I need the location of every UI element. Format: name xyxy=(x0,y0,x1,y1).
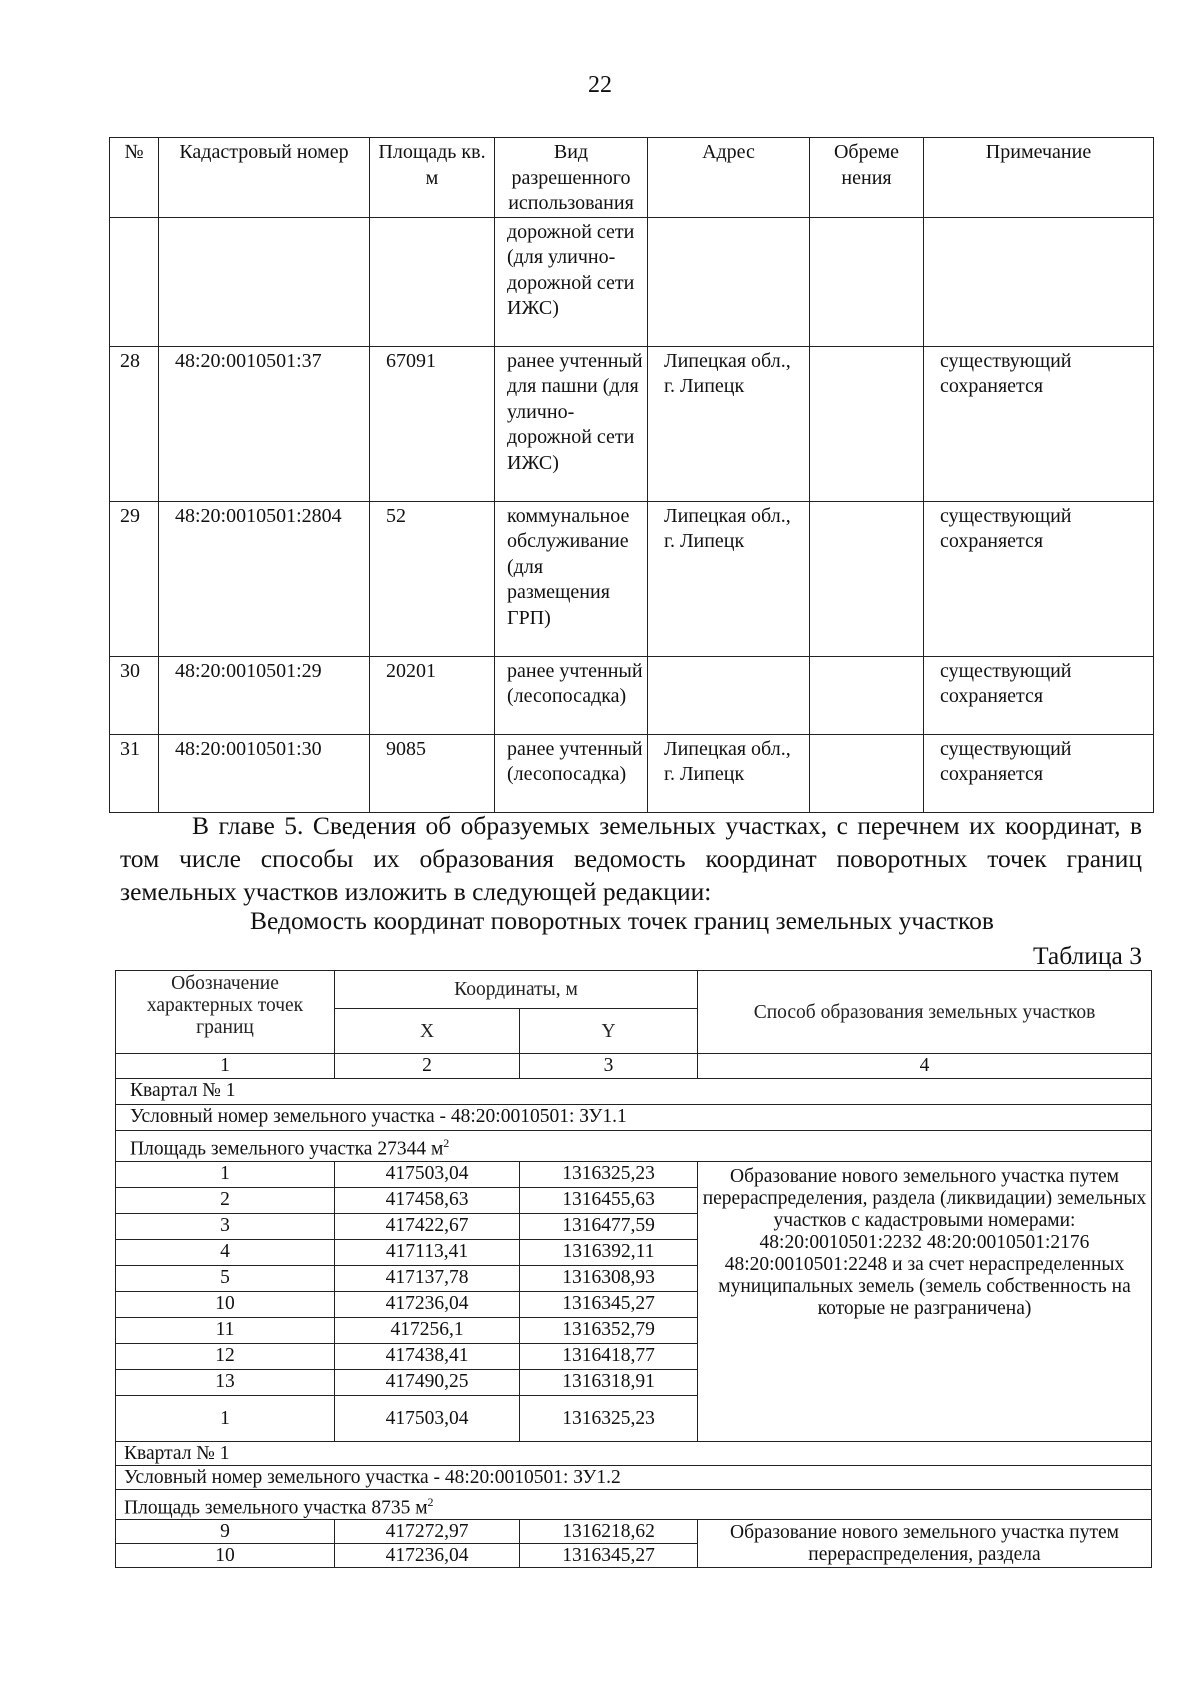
col-header-area: Площадь кв. м xyxy=(370,138,495,218)
cell-area: 67091 xyxy=(370,346,495,501)
cell-use: ранее учтенный (лесопосадка) xyxy=(495,734,648,812)
plot-number: Условный номер земельного участка - 48:20:0010501: ЗУ1.2 xyxy=(116,1465,1152,1489)
col-header-num: № xyxy=(110,138,159,218)
point-x: 417113,41 xyxy=(335,1239,520,1265)
cell-num: 31 xyxy=(110,734,159,812)
cell-cadastral: 48:20:0010501:30 xyxy=(159,734,370,812)
point-x: 417438,41 xyxy=(335,1343,520,1369)
point-x: 417490,25 xyxy=(335,1369,520,1395)
cell-address: Липецкая обл., г. Липецк xyxy=(648,346,810,501)
table-label: Таблица 3 xyxy=(1032,941,1142,970)
point-number: 9 xyxy=(116,1520,335,1544)
col-header-note: Примечание xyxy=(924,138,1154,218)
cell-num: 29 xyxy=(110,501,159,656)
cell-address xyxy=(648,217,810,346)
cell-num xyxy=(110,217,159,346)
point-number: 13 xyxy=(116,1369,335,1395)
formation-method: Образование нового земельного участка путем перераспределения, раздела xyxy=(698,1520,1152,1568)
col-header-encumbrance: Обреме нения xyxy=(810,138,924,218)
paragraph-text: В главе 5. Сведения об образуемых земельных участках, с перечнем их координат, в том числе способы их образования ведомость координат поворотных точек границ земельных участков изложить в следующей редакции: xyxy=(120,811,1142,906)
table-row xyxy=(110,217,1154,346)
point-number: 1 xyxy=(116,1395,335,1441)
col-number: 3 xyxy=(520,1054,698,1079)
cell-note: существующий сохраняется xyxy=(924,501,1154,656)
table-row xyxy=(116,1520,1152,1544)
point-number: 1 xyxy=(116,1161,335,1187)
cell-address: Липецкая обл., г. Липецк xyxy=(648,501,810,656)
point-number: 11 xyxy=(116,1317,335,1343)
quarter-label: Квартал № 1 xyxy=(116,1079,1152,1105)
point-x: 417503,04 xyxy=(335,1395,520,1441)
point-y: 1316345,27 xyxy=(520,1291,698,1317)
point-y: 1316325,23 xyxy=(520,1395,698,1441)
col-header-use: Вид разрешенного использования xyxy=(495,138,648,218)
point-y: 1316352,79 xyxy=(520,1317,698,1343)
column-numbers-row xyxy=(116,1054,1152,1079)
coordinates-table xyxy=(115,970,1152,1568)
col-header-cadastral: Кадастровый номер xyxy=(159,138,370,218)
cell-num: 28 xyxy=(110,346,159,501)
col-number: 2 xyxy=(335,1054,520,1079)
plot-area-sup: 2 xyxy=(443,1136,450,1150)
point-x: 417236,04 xyxy=(335,1291,520,1317)
header-x: X xyxy=(335,1009,520,1054)
point-x: 417458,63 xyxy=(335,1187,520,1213)
point-y: 1316418,77 xyxy=(520,1343,698,1369)
point-y: 1316392,11 xyxy=(520,1239,698,1265)
header-points: Обозначение характерных точек границ xyxy=(116,971,335,1054)
point-y: 1316345,27 xyxy=(520,1544,698,1568)
point-number: 5 xyxy=(116,1265,335,1291)
plot-area-text: Площадь земельного участка 27344 м xyxy=(130,1138,444,1160)
plot-number: Условный номер земельного участка - 48:20:0010501: ЗУ1.1 xyxy=(116,1105,1152,1131)
formation-method: Образование нового земельного участка путем перераспределения, раздела (ликвидации) земельных участков с кадастровыми номерами: 48:20:0010501:2232 48:20:0010501:2176 48:20:0010501:2248 и за счет нераспределенных муниципальных земель (земель собственность на которые не разграничена) xyxy=(698,1161,1152,1441)
cell-num: 30 xyxy=(110,656,159,734)
cell-address xyxy=(648,656,810,734)
cell-encumbrance xyxy=(810,217,924,346)
parcels-table-header xyxy=(110,138,1154,218)
body-paragraph xyxy=(120,809,1142,908)
point-number: 3 xyxy=(116,1213,335,1239)
col-number: 4 xyxy=(698,1054,1152,1079)
plot-area-text: Площадь земельного участка 8735 м xyxy=(124,1497,428,1518)
cell-cadastral: 48:20:0010501:2804 xyxy=(159,501,370,656)
header-coordinates: Координаты, м xyxy=(335,971,698,1009)
cell-cadastral xyxy=(159,217,370,346)
point-y: 1316455,63 xyxy=(520,1187,698,1213)
cell-area: 52 xyxy=(370,501,495,656)
cell-area xyxy=(370,217,495,346)
cell-note: существующий сохраняется xyxy=(924,734,1154,812)
cell-area: 9085 xyxy=(370,734,495,812)
point-number: 10 xyxy=(116,1544,335,1568)
plot-area xyxy=(116,1131,1152,1162)
header-method: Способ образования земельных участков xyxy=(698,971,1152,1054)
point-y: 1316477,59 xyxy=(520,1213,698,1239)
col-header-address: Адрес xyxy=(648,138,810,218)
cell-note: существующий сохраняется xyxy=(924,656,1154,734)
cell-note: существующий сохраняется xyxy=(924,346,1154,501)
cell-address: Липецкая обл., г. Липецк xyxy=(648,734,810,812)
point-x: 417503,04 xyxy=(335,1161,520,1187)
cell-encumbrance xyxy=(810,734,924,812)
cell-use: ранее учтенный (лесопосадка) xyxy=(495,656,648,734)
point-x: 417272,97 xyxy=(335,1520,520,1544)
header-y: Y xyxy=(520,1009,698,1054)
cell-use: коммунальное обслуживание (для размещения ГРП) xyxy=(495,501,648,656)
page-number: 22 xyxy=(588,72,612,98)
statement-title: Ведомость координат поворотных точек границ земельных участков xyxy=(250,906,994,935)
point-x: 417422,67 xyxy=(335,1213,520,1239)
col-number: 1 xyxy=(116,1054,335,1079)
point-x: 417137,78 xyxy=(335,1265,520,1291)
point-y: 1316308,93 xyxy=(520,1265,698,1291)
plot-area xyxy=(116,1489,1152,1520)
cell-use: дорожной сети (для улично-дорожной сети ИЖС) xyxy=(495,217,648,346)
point-number: 12 xyxy=(116,1343,335,1369)
table-row xyxy=(110,656,1154,734)
cell-cadastral: 48:20:0010501:29 xyxy=(159,656,370,734)
point-y: 1316318,91 xyxy=(520,1369,698,1395)
cell-encumbrance xyxy=(810,656,924,734)
cell-encumbrance xyxy=(810,501,924,656)
quarter-label: Квартал № 1 xyxy=(116,1441,1152,1465)
table-row xyxy=(110,501,1154,656)
cell-encumbrance xyxy=(810,346,924,501)
cell-area: 20201 xyxy=(370,656,495,734)
cell-cadastral: 48:20:0010501:37 xyxy=(159,346,370,501)
point-number: 2 xyxy=(116,1187,335,1213)
point-y: 1316218,62 xyxy=(520,1520,698,1544)
table-row xyxy=(110,734,1154,812)
cell-note xyxy=(924,217,1154,346)
point-number: 4 xyxy=(116,1239,335,1265)
point-x: 417236,04 xyxy=(335,1544,520,1568)
parcels-table xyxy=(109,137,1154,813)
table-row xyxy=(110,346,1154,501)
point-x: 417256,1 xyxy=(335,1317,520,1343)
plot-area-sup: 2 xyxy=(427,1494,434,1509)
table-row xyxy=(116,1161,1152,1187)
cell-use: ранее учтенный для пашни (для улично-дорожной сети ИЖС) xyxy=(495,346,648,501)
point-y: 1316325,23 xyxy=(520,1161,698,1187)
point-number: 10 xyxy=(116,1291,335,1317)
coords-header-row xyxy=(116,971,1152,1009)
